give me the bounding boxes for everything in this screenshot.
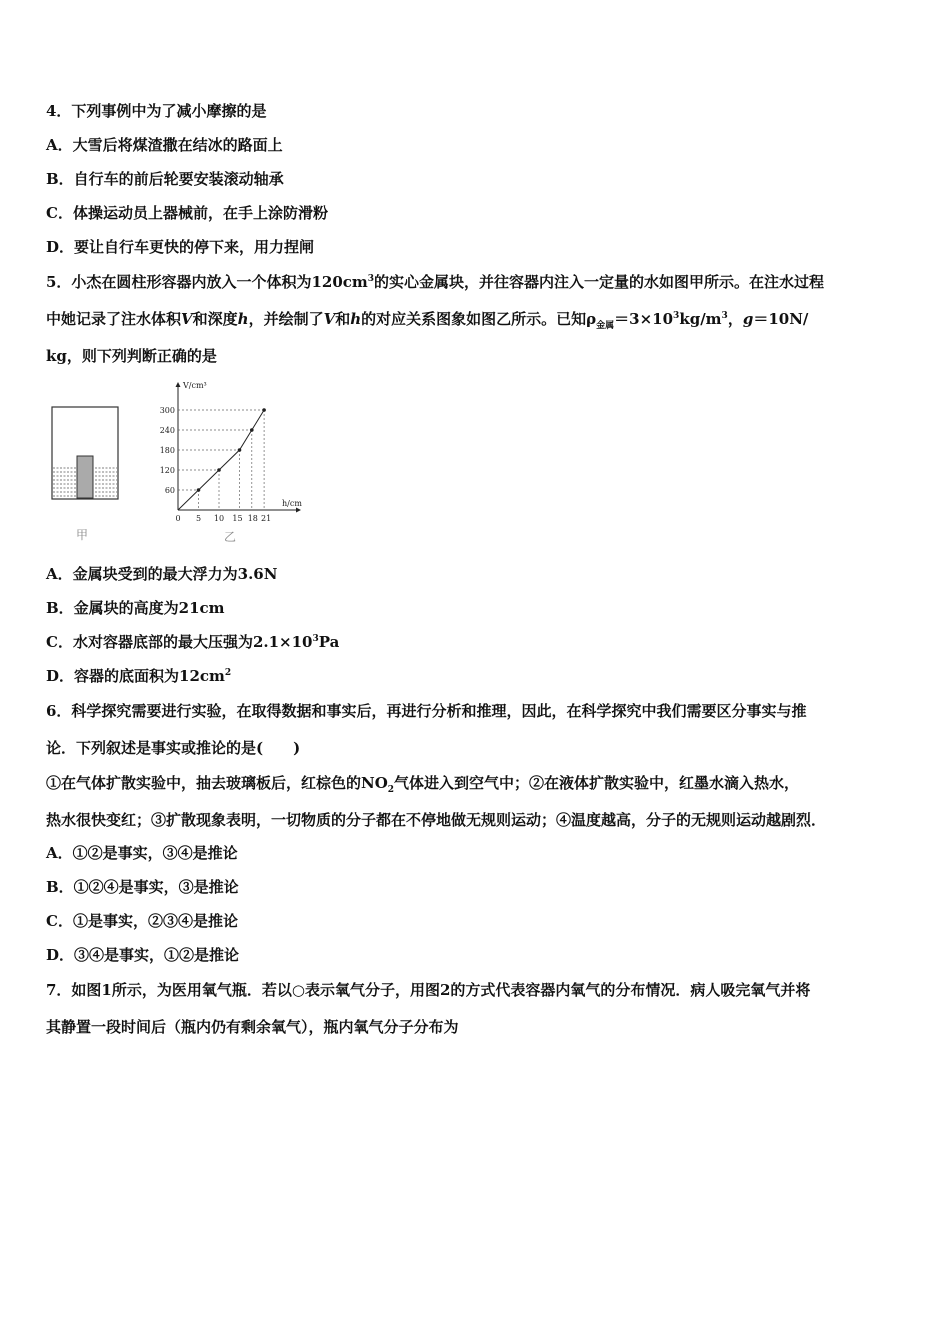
- q6-option-c: C．①是事实，②③④是推论: [46, 912, 238, 930]
- x-tick-label: 5: [195, 514, 202, 523]
- data-point: [238, 448, 242, 452]
- x-axis-arrow: [296, 508, 301, 513]
- q6-option-b: B．①②④是事实，③是推论: [46, 878, 239, 896]
- q4-option-c: C．体操运动员上器械前，在手上涂防滑粉: [46, 204, 328, 222]
- metal-block: [77, 456, 93, 498]
- y-tick-label: 60: [164, 486, 175, 495]
- q6-stem-line1: 6．科学探究需要进行实验，在取得数据和事实后，再进行分析和推理，因此，在科学探究中我们需要区分事实与推: [46, 702, 807, 720]
- x-tick-label: 21: [261, 514, 272, 523]
- q5-stem-line2: 中她记录了注水体积V和深度h，并绘制了V和h的对应关系图象如图乙所示。已知$\rho_{金属}=3\times 10^3kg/m^3$，g＝10N/: [46, 310, 809, 331]
- q5-option-c: C．水对容器底部的最大压强为$2.1\times 10^3Pa$: [46, 633, 340, 651]
- q4-option-d: D．要让自行车更快的停下来，用力捏闸: [46, 238, 315, 256]
- q5-option-d: D．容器的底面积为$12cm^2$: [46, 667, 232, 685]
- q5-figure-svg: [46, 375, 316, 550]
- q6-statement-line1: ①在气体扩散实验中，抽去玻璃板后，红棕色的$NO_2$气体进入到空气中；②在液体扩散实验中，红墨水滴入热水，: [46, 774, 800, 795]
- q5-option-a: A．金属块受到的最大浮力为3.6N: [46, 565, 278, 583]
- q5-figure: [46, 375, 316, 550]
- q4-stem: 4．下列事例中为了减小摩擦的是: [46, 102, 267, 120]
- q4-option-b: B．自行车的前后轮要安装滚动轴承: [46, 170, 284, 188]
- data-point: [250, 428, 254, 432]
- y-axis-arrow: [176, 382, 181, 387]
- x-tick-label: 15: [232, 514, 243, 523]
- q5-stem-line3: kg，则下列判断正确的是: [46, 347, 217, 365]
- y-tick-label: 300: [159, 406, 175, 415]
- q7-stem-line2: 其静置一段时间后（瓶内仍有剩余氧气），瓶内氧气分子分布为: [46, 1018, 459, 1036]
- x-tick-label: 18: [247, 514, 258, 523]
- tick-labels: [160, 406, 271, 523]
- x-axis-label: h/cm: [282, 499, 302, 508]
- q4-option-a: A．大雪后将煤渣撒在结冰的路面上: [46, 136, 283, 154]
- q6-statement-line2: 热水很快变红；③扩散现象表明，一切物质的分子都在不停地做无规则运动；④温度越高，分子的无规则运动越剧烈．: [46, 811, 827, 829]
- q6-stem-line2: 论．下列叙述是事实或推论的是( ): [46, 739, 301, 757]
- q5-option-b: B．金属块的高度为21cm: [46, 599, 225, 617]
- vh-graph: [160, 381, 303, 544]
- q7-stem-line1: 7．如图1所示，为医用氧气瓶．若以○表示氧气分子，用图2的方式代表容器内氧气的分布情况．病人吸完氧气并将: [46, 981, 811, 999]
- caption-yi: 乙: [224, 530, 237, 544]
- x-tick-label: 0: [175, 514, 181, 523]
- data-point: [197, 488, 201, 492]
- q5-stem-line1: 5．小杰在圆柱形容器内放入一个体积为$120cm^3$的实心金属块，并往容器内注入一定量的水如图甲所示。在注水过程: [46, 273, 825, 291]
- q6-option-a: A．①②是事实，③④是推论: [46, 844, 238, 862]
- y-axis-label: V/cm³: [183, 381, 207, 390]
- y-tick-label: 180: [159, 446, 175, 455]
- series-line: [178, 410, 264, 510]
- y-tick-label: 240: [159, 426, 175, 435]
- container-diagram: [52, 407, 118, 542]
- data-point: [262, 408, 266, 412]
- y-tick-label: 120: [159, 466, 175, 475]
- data-point: [217, 468, 221, 472]
- x-tick-label: 10: [213, 514, 225, 523]
- q6-option-d: D．③④是事实，①②是推论: [46, 946, 240, 964]
- series-polyline: [178, 410, 264, 510]
- guide-lines: [178, 410, 264, 510]
- caption-jia: 甲: [76, 528, 89, 542]
